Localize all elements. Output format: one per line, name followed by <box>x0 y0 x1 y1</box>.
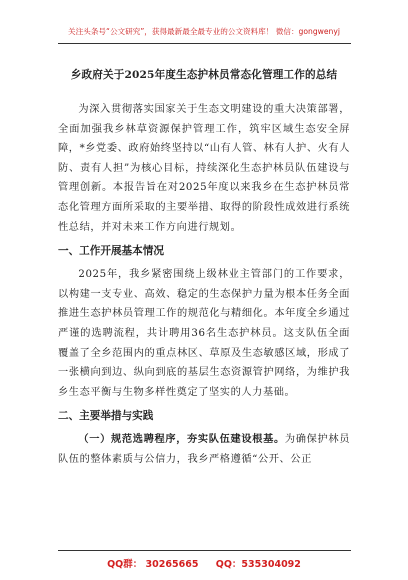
document-body <box>58 58 350 470</box>
qq-number: QQ：535304092 <box>215 559 301 570</box>
document-title: 乡政府关于2025年度生态护林员常态化管理工作的总结 <box>70 69 338 81</box>
header-divider <box>58 43 351 44</box>
section-2-heading: 二、主要举措与实践 <box>58 410 154 423</box>
qq-group-number: QQ群： 30265665 <box>107 559 199 570</box>
subsection-1-text: 为确保护林员队伍的整体素质与公信力，我乡严格遵循“公开、公正 <box>58 434 350 465</box>
top-banner: 关注头条号“公文研究”，获得最新最全最专业的公文资料库！ 微信：gongwenyj <box>68 27 340 36</box>
footer-contact <box>0 556 408 570</box>
subsection-1-paragraph <box>58 430 350 469</box>
footer-divider <box>58 550 351 551</box>
section-1-paragraph: 2025年，我乡紧密围绕上级林业主管部门的工作要求，以构建一支专业、高效、稳定的生态保护力量为根本任务全面推进生态护林员管理工作的规范化与精细化。本年度全乡通过严谨的选聘流程，共计聘用36名生态护林员。这支队伍全面覆盖了全乡范围内的重点林区、草原及生态敏感区域，形成了一张横向到边、纵向到底的基层生态资源管护网络，为维护我乡生态平衡与生物多样性奠定了坚实的人力基础。 <box>58 269 350 398</box>
section-1-heading: 一、工作开展基本情况 <box>58 245 164 258</box>
subsection-1-heading: （一）规范选聘程序，夯实队伍建设根基。 <box>78 433 285 446</box>
intro-paragraph: 为深入贯彻落实国家关于生态文明建设的重大决策部署，全面加强我乡林草资源保护管理工作，筑牢区域生态安全屏障，*乡党委、政府始终坚持以“山有人管、林有人护、火有人防、责有人担”为核心目标，持续深化生态护林员队伍建设与管理创新。本报告旨在对2025年度以来我乡在生态护林员常态化管理方面所采取的主要举措、取得的阶段性成效进行系统性总结，并对未来工作方向进行规划。 <box>58 104 350 233</box>
